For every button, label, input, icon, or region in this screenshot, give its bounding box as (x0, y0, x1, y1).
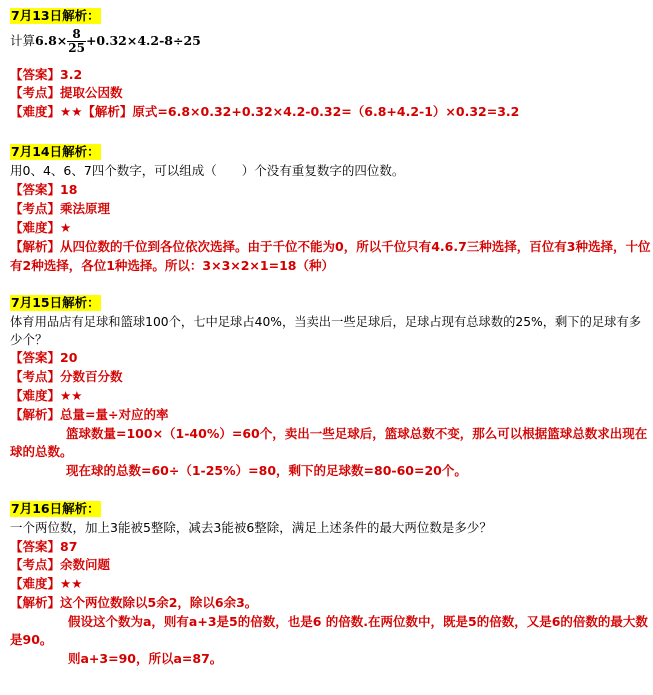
expr-part-b: +0.32×4.2-8÷25 (85, 33, 201, 48)
fraction-numerator: 8 (67, 28, 86, 42)
question-0714: 用0、4、6、7四个数字，可以组成（ ）个没有重复数字的四位数。 (10, 163, 405, 178)
section-header-0713: 7月13日解析： (11, 8, 100, 23)
question-0713 (10, 24, 201, 58)
explain-0715-line3: 球的总数。 (10, 444, 73, 459)
expr-part-a: 6.8× (35, 33, 68, 48)
difficulty-explain-0713: 【难度】★★【解析】原式=6.8×0.32+0.32×4.2-0.32=（6.8+4.2-1）×0.32=3.2 (10, 104, 520, 119)
section-header-0715: 7月15日解析： (11, 295, 100, 310)
difficulty-0716: 【难度】★★ (10, 576, 83, 591)
explain-0715-line1: 【解析】总量=量÷对应的率 (10, 407, 169, 422)
point-0714: 【考点】乘法原理 (10, 201, 111, 216)
explain-0715-line2: 篮球数量=100×（1-40%）=60个，卖出一些足球后，篮球总数不变，那么可以根据篮球总数求出现在 (66, 426, 648, 441)
answer-0713: 【答案】3.2 (10, 67, 83, 82)
explain-0715-line4: 现在球的总数=60÷（1-25%）=80，剩下的足球数=80-60=20个。 (66, 463, 467, 478)
fraction-denominator: 25 (68, 41, 85, 55)
section-header-0714: 7月14日解析： (11, 144, 100, 159)
difficulty-0714: 【难度】★ (10, 220, 72, 235)
question-prefix: 计算 (10, 33, 36, 48)
question-0715-line1: 体育用品店有足球和篮球100个，七中足球占40%，当卖出一些足球后，足球占现有总球数的25%，剩下的足球有多 (10, 314, 642, 329)
difficulty-0715: 【难度】★★ (10, 388, 83, 403)
answer-0714: 【答案】18 (10, 182, 78, 197)
question-0716: 一个两位数，加上3能被5整除，减去3能被6整除，满足上述条件的最大两位数是多少？ (10, 520, 492, 535)
answer-0716: 【答案】87 (10, 539, 78, 554)
fraction (67, 28, 86, 55)
answer-0715: 【答案】20 (10, 350, 78, 365)
explain-0714-line1: 【解析】从四位数的千位到各位依次选择。由于千位不能为0，所以千位只有4.6.7三种选择，百位有3种选择，十位 (10, 239, 651, 254)
point-0716: 【考点】余数问题 (10, 557, 111, 572)
point-0715: 【考点】分数百分数 (10, 369, 123, 384)
point-0713: 【考点】提取公因数 (10, 85, 123, 100)
explain-0716-line2: 假设这个数为a，则有a+3是5的倍数，也是6 的倍数.在两位数中，既是5的倍数，又是6的倍数的最大数 (68, 614, 648, 629)
explain-0716-line4: 则a+3=90，所以a=87。 (68, 651, 223, 666)
explain-0716-line1: 【解析】这个两位数除以5余2，除以6余3。 (10, 595, 258, 610)
explain-0714-line2: 有2种选择，各位1种选择。所以：3×3×2×1=18（种） (10, 258, 334, 273)
question-0715-line2: 少个？ (10, 332, 48, 347)
section-header-0716: 7月16日解析： (11, 501, 100, 516)
explain-0716-line3: 是90。 (10, 632, 53, 647)
